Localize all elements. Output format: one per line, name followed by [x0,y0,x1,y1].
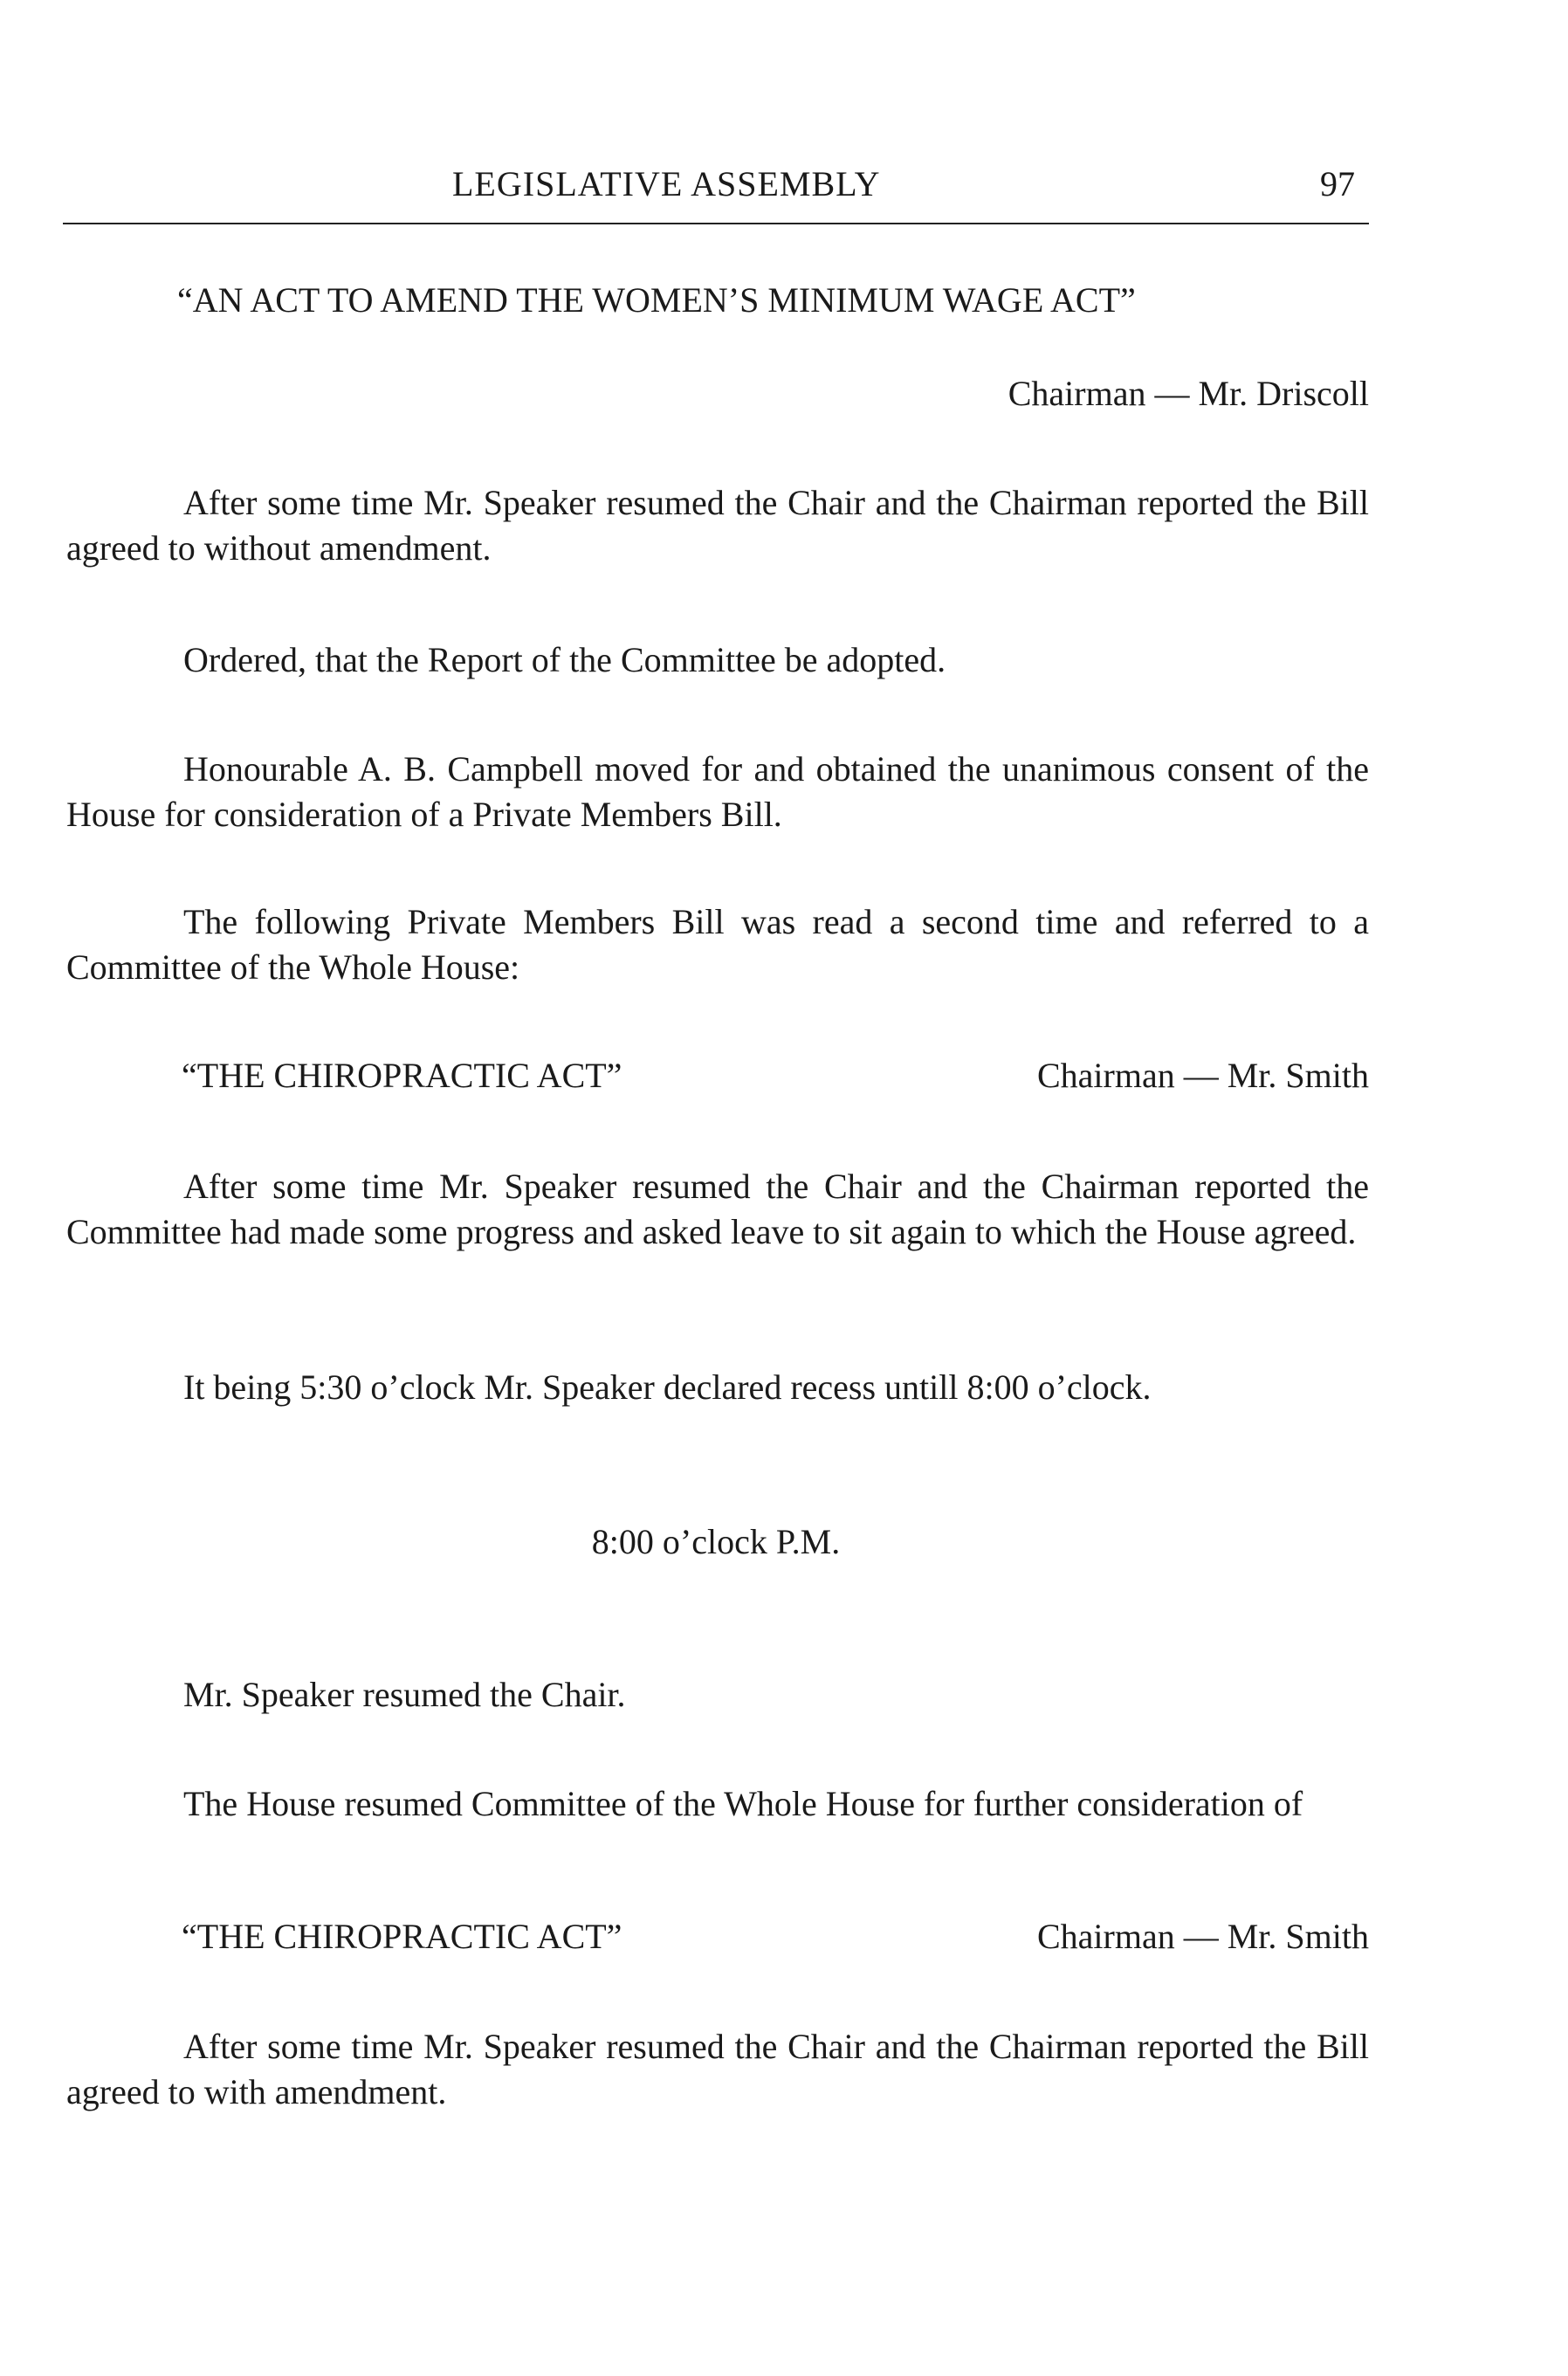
bill-title-womens-minimum-wage: “AN ACT TO AMEND THE WOMEN’S MINIMUM WAGE ACT” [177,280,1136,320]
bill-title-chiropractic-act: “THE CHIROPRACTIC ACT” [182,1056,622,1095]
bill-title-chiropractic-act-repeat: “THE CHIROPRACTIC ACT” [182,1917,622,1956]
bill-chairman-smith: Chairman — Mr. Smith [1037,1056,1369,1095]
paragraph-report-with-amendment: After some time Mr. Speaker resumed the Chair and the Chairman reported the Bill agreed to with amendment. [66,2027,1369,2111]
bill-chairman-driscoll: Chairman — Mr. Driscoll [1008,374,1369,413]
paragraph-speaker-resumed: Mr. Speaker resumed the Chair. [183,1675,626,1714]
paragraph-committee-resumed: The House resumed Committee of the Whole House for further consideration of [183,1784,1303,1823]
time-heading-evening: 8:00 o’clock P.M. [591,1522,841,1561]
paragraph-second-reading: The following Private Members Bill was read a second time and referred to a Committee of the Whole House: [66,902,1369,987]
header-rule [63,223,1369,224]
paragraph-recess: It being 5:30 o’clock Mr. Speaker declared recess untill 8:00 o’clock. [183,1367,1152,1407]
paragraph-progress-reported: After some time Mr. Speaker resumed the Chair and the Chairman reported the Committee had made some progress and asked leave to sit again to which the House agreed. [66,1167,1369,1251]
paragraph-unanimous-consent: Honourable A. B. Campbell moved for and obtained the unanimous consent of the House for consideration of a Private Members Bill. [66,749,1369,834]
page-number: 97 [1320,164,1355,203]
bill-chairman-smith-repeat: Chairman — Mr. Smith [1037,1917,1369,1956]
running-header-title: LEGISLATIVE ASSEMBLY [452,164,881,203]
paragraph-report-without-amendment: After some time Mr. Speaker resumed the Chair and the Chairman reported the Bill agreed to without amendment. [66,483,1369,568]
paragraph-report-adopted: Ordered, that the Report of the Committee be adopted. [183,640,946,679]
